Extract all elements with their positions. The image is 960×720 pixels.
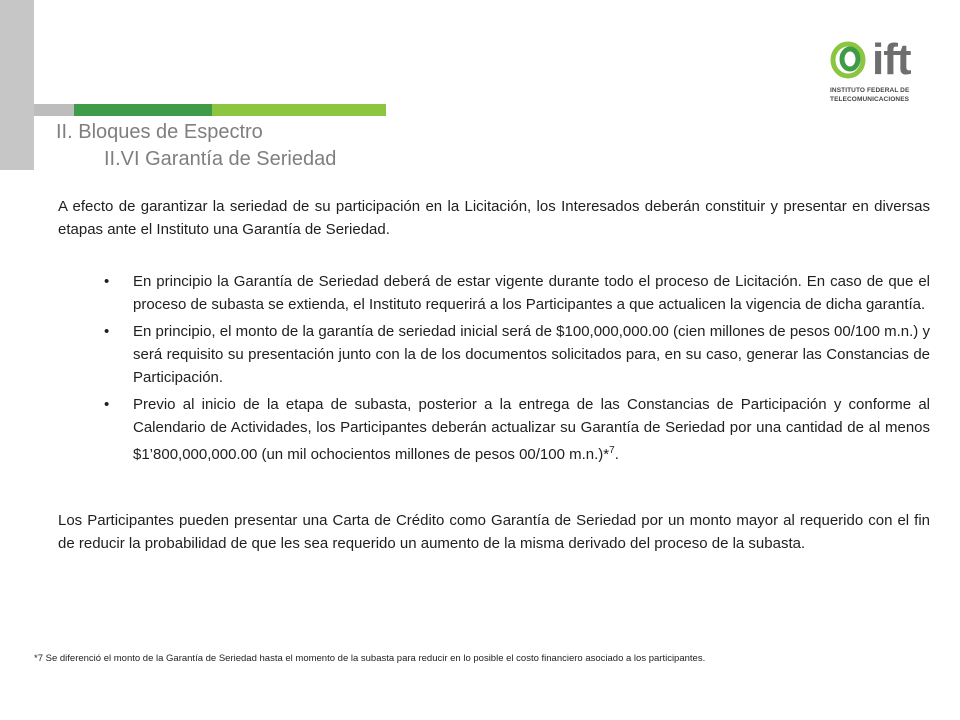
bullet-marker: • bbox=[104, 273, 110, 290]
section-heading: II. Bloques de Espectro bbox=[56, 121, 263, 143]
bullet-text: Previo al inicio de la etapa de subasta, posterior a la entrega de las Constancias de Participación y conforme al Calendario de Actividades, los Participantes deberán actualizar su Garantía de Seriedad por una cantidad de al menos $1’800,000,000.00 (un mil ochocientos millones de pesos 00/100 m.n.)* bbox=[133, 396, 930, 463]
bullet-item bbox=[100, 393, 930, 466]
subsection-heading: II.VI Garantía de Seriedad bbox=[104, 148, 337, 170]
stripe-gray-segment bbox=[34, 104, 74, 116]
logo-subtitle bbox=[830, 86, 940, 104]
bullet-marker: • bbox=[104, 396, 110, 413]
bullet-marker: • bbox=[104, 323, 110, 340]
logo-subtitle-line2: TELECOMUNICACIONES bbox=[830, 96, 910, 103]
bullet-item bbox=[100, 270, 930, 316]
closing-paragraph: Los Participantes pueden presentar una Carta de Crédito como Garantía de Seriedad por un monto mayor al requerido con el fin de reducir la probabilidad de que les sea requerido un aumento de la misma derivado del proceso de la subasta. bbox=[58, 512, 930, 552]
accent-stripe bbox=[34, 104, 386, 116]
logo-wordmark: ift bbox=[872, 35, 911, 84]
footnote-ref: 7 bbox=[609, 445, 615, 456]
ift-logo-mark-icon bbox=[830, 38, 870, 82]
bullet-list bbox=[100, 270, 930, 470]
ift-logo bbox=[830, 35, 930, 118]
bullet-text: En principio la Garantía de Seriedad deberá de estar vigente durante todo el proceso de Licitación. En caso de que el proceso de subasta se extienda, el Instituto requerirá a los Participantes a que actualicen la vigencia de dicha garantía. bbox=[133, 273, 930, 313]
bullet-text: En principio, el monto de la garantía de seriedad inicial será de $100,000,000.00 (cien millones de pesos 00/100 m.n.) y será requisito su presentación junto con la de los documentos solicitados para, en su caso, generar las Constancias de Participación. bbox=[133, 323, 930, 386]
side-decor-bar bbox=[0, 0, 34, 170]
footnote: *7 Se diferenció el monto de la Garantía de Seriedad hasta el momento de la subasta para reducir en lo posible el costo financiero asociado a los participantes. bbox=[34, 653, 706, 664]
bullet-item bbox=[100, 320, 930, 389]
intro-paragraph: A efecto de garantizar la seriedad de su participación en la Licitación, los Interesados deberán constituir y presentar en diversas etapas ante el Instituto una Garantía de Seriedad. bbox=[58, 198, 930, 238]
stripe-green-segment bbox=[74, 104, 212, 116]
logo-subtitle-line1: INSTITUTO FEDERAL DE bbox=[830, 87, 910, 94]
stripe-light-green-segment bbox=[212, 104, 386, 116]
bullet-text-tail: . bbox=[614, 446, 619, 463]
